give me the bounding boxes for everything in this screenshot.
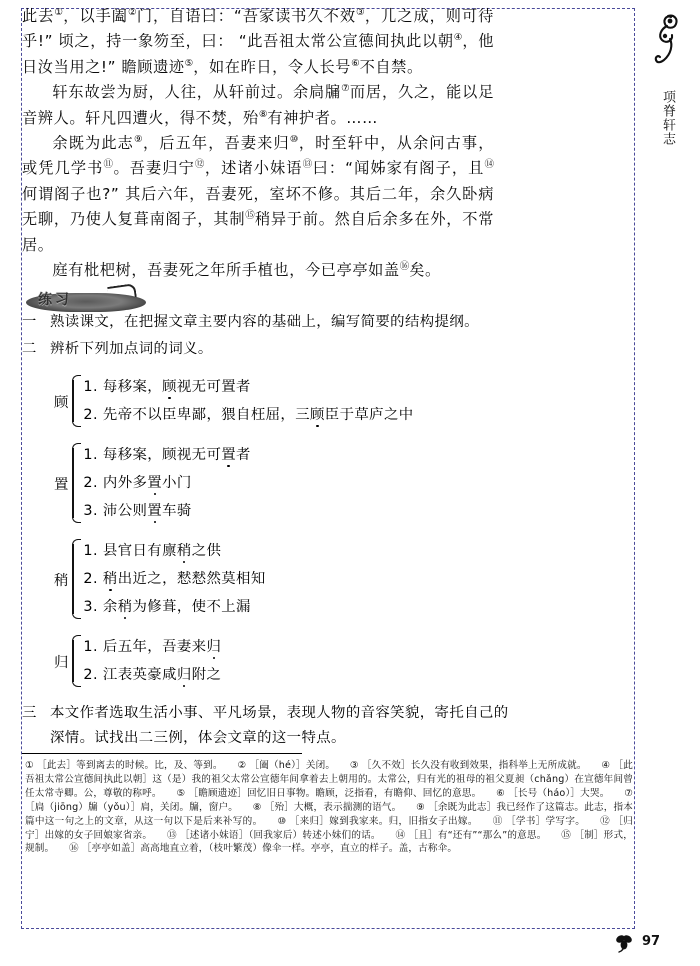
sense-line-text: 为修葺，使不上漏 xyxy=(132,599,251,615)
body-paragraph: 余既为此志⑨，后五年，吾妻来归⑩，时至轩中，从余问古事，或凭几学书⑪。吾妻归宁⑫，述诸小妹语⑬曰：“闻姊家有阁子，且⑭何谓阁子也?” 其后六年，吾妻死，室坏不修。其后二年，余久卧病无聊，乃使人复葺南阁子，其制⑮稍异于前。然自后余多在外，不常居。 xyxy=(22,133,494,254)
footnote-marker[interactable]: ⑪ xyxy=(103,159,114,171)
body-paragraph: 此去①，以手阖②门，自语曰：“吾家读书久不效③，儿之成，则可待乎!” 顷之，持一象笏至，曰： “此吾祖太常公宣德间执此以朝④，他日汝当用之!” 瞻顾遗迹⑤，如在昨日，令人长号⑥不自禁。 xyxy=(22,6,494,76)
word-sense-line xyxy=(83,401,522,429)
brace-icon xyxy=(69,441,80,525)
word-sense-line xyxy=(83,633,522,661)
footnote-entry: ① ［此去］等到离去的时候。比，及、等到。 xyxy=(25,760,218,771)
footnote-entry: ② ［阖（hé）］关闭。 xyxy=(237,760,331,771)
footnote-block xyxy=(25,759,633,856)
footnote-entry: ⑩ ［来归］嫁到我家来。归，旧指女子出嫁。 xyxy=(277,815,473,827)
word-sense-group xyxy=(54,373,522,429)
sense-line-number: 3. xyxy=(83,503,103,519)
footnote-entry: ⑬ ［述诸小妹语］（回我家后）转述小妹们的话。 xyxy=(166,829,376,841)
exercise-list xyxy=(22,310,522,752)
footnote-entry: ⑭ ［且］有“还有”“那么”的意思。 xyxy=(395,829,542,841)
footnote-entry: ⑪ ［学书］学写字。 xyxy=(492,815,581,827)
dotted-keyword: 稍 xyxy=(102,571,118,587)
sense-line-text: 内外多 xyxy=(102,475,148,491)
footnote-marker[interactable]: ⑯ xyxy=(399,261,410,272)
footnote-marker[interactable]: ⑥ xyxy=(351,57,360,69)
footnote-marker[interactable]: ⑤ xyxy=(184,57,194,69)
word-sense-lines xyxy=(83,373,522,429)
word-sense-line xyxy=(83,565,522,593)
brace-icon xyxy=(69,633,80,689)
word-sense-key: 顾 xyxy=(54,394,69,411)
sense-line-text: 车骑 xyxy=(162,503,192,519)
dotted-keyword: 置 xyxy=(147,503,163,519)
sense-line-text: 余 xyxy=(102,599,118,615)
exercise-section-badge xyxy=(22,285,148,313)
sense-line-text: 江表英豪咸 xyxy=(102,667,177,683)
sense-line-text: 视无可置者 xyxy=(176,379,251,395)
sense-line-text: 之供 xyxy=(191,543,222,559)
clover-icon xyxy=(612,930,636,954)
body-paragraph: 轩东故尝为厨，人往，从轩前过。余扃牖⑦而居，久之，能以足音辨人。轩凡四遭火，得不焚，殆⑧有神护者。…… xyxy=(22,83,494,127)
exercise-number: 二 xyxy=(22,340,37,357)
word-sense-line xyxy=(83,537,522,565)
footnote-entry: ③ ［久不效］长久没有收到效果，指科举上无所成就。 xyxy=(349,760,582,771)
sense-line-number: 3. xyxy=(83,599,103,615)
scroll-flourish-icon xyxy=(648,10,682,70)
footnote-marker[interactable]: ⑮ xyxy=(245,210,255,222)
word-sense-lines xyxy=(83,633,522,689)
word-sense-line xyxy=(83,661,522,689)
word-sense-line xyxy=(83,373,522,401)
dotted-keyword: 顾 xyxy=(162,379,177,395)
footnote-entry: ⑤ ［瞻顾遗迹］回忆旧日事物。瞻顾，泛指看，有瞻仰、回忆的意思。 xyxy=(176,787,477,799)
footnote-marker[interactable]: ⑫ xyxy=(194,159,205,171)
running-head-title: 项脊轩志 xyxy=(660,90,675,146)
dotted-keyword: 稍 xyxy=(117,599,133,615)
sense-line-number: 1. xyxy=(83,543,103,559)
sense-line-text: 者 xyxy=(236,447,251,463)
footnote-marker[interactable]: ⑬ xyxy=(302,159,313,171)
sense-line-number: 1. xyxy=(83,379,103,395)
exercise-item xyxy=(22,310,522,335)
sense-line-text: 县官日有廪 xyxy=(102,543,177,559)
sense-line-text: 出近之，慭慭然莫相知 xyxy=(117,571,266,587)
footnote-entry: ④ ［此吾祖太常公宣德间执此以朝］这（是）我的祖父太常公宣德年间拿着去上朝用的。太常公，归有光的祖母的祖父夏昶（chǎng）在宣德年间曾任太常寺卿。公，尊敬的称呼。 xyxy=(25,760,633,799)
word-sense-group xyxy=(54,633,522,689)
page-footer xyxy=(612,930,682,962)
dotted-keyword: 归 xyxy=(206,639,222,655)
dotted-keyword: 归 xyxy=(176,667,192,683)
sense-line-text: 臣于草庐之中 xyxy=(324,407,414,423)
footnote-marker[interactable]: ⑩ xyxy=(289,133,299,145)
exercise-item xyxy=(22,701,522,750)
footnote-entry: ⑯ ［亭亭如盖］高高地直立着，（枝叶繁茂）像伞一样。亭亭，直立的样子。盖，古称伞。 xyxy=(68,843,458,855)
footnote-marker[interactable]: ⑦ xyxy=(341,83,350,95)
word-sense-key: 归 xyxy=(54,654,69,671)
sense-line-text: 每移案，顾视无可 xyxy=(102,447,222,463)
exercise-item xyxy=(22,337,522,362)
sense-line-text: 附之 xyxy=(191,667,222,683)
exercise-badge-label: 练习 xyxy=(38,292,72,308)
exercise-number: 三 xyxy=(22,705,37,721)
word-sense-lines xyxy=(83,441,522,525)
main-text-column xyxy=(22,4,494,283)
footnote-marker[interactable]: ② xyxy=(127,6,137,18)
brace-icon xyxy=(69,537,80,621)
word-sense-lines xyxy=(83,537,522,621)
word-sense-line xyxy=(83,469,522,497)
sense-line-number: 2. xyxy=(83,571,103,587)
exercise-text: 辨析下列加点词的词义。 xyxy=(50,340,213,357)
exercise-text: 熟读课文，在把握文章主要内容的基础上，编写简要的结构提纲。 xyxy=(50,314,479,330)
sense-line-text: 每移案， xyxy=(102,379,163,395)
footnote-marker[interactable]: ⑧ xyxy=(258,108,268,120)
word-sense-line xyxy=(83,497,522,525)
exercise-number: 一 xyxy=(22,314,37,330)
sense-line-number: 2. xyxy=(83,407,103,423)
page-number: 97 xyxy=(642,934,661,949)
sense-line-text: 小门 xyxy=(162,475,192,491)
footnote-marker[interactable]: ① xyxy=(54,6,64,18)
word-sense-key: 置 xyxy=(54,476,69,493)
sense-line-number: 2. xyxy=(83,667,103,683)
sense-line-number: 2. xyxy=(83,475,103,491)
footnote-entry: ⑮ ［制］形式，规制。 xyxy=(25,829,633,855)
word-sense-line xyxy=(83,593,522,621)
word-sense-line xyxy=(83,441,522,469)
sense-line-number: 1. xyxy=(83,639,103,655)
sense-line-number: 1. xyxy=(83,447,103,463)
dotted-keyword: 稍 xyxy=(176,543,192,559)
body-paragraph: 庭有枇杷树，吾妻死之年所手植也，今已亭亭如盖⑯矣。 xyxy=(52,261,441,280)
dotted-keyword: 置 xyxy=(147,475,163,491)
footnote-entry: ⑨ ［余既为此志］我已经作了这篇志。此志，指本篇中这一句之上的文章，从这一句以下是后来补写的。 xyxy=(25,801,633,827)
brace-icon xyxy=(69,373,80,429)
dotted-keyword: 顾 xyxy=(310,407,325,423)
footnote-marker[interactable]: ⑭ xyxy=(484,159,494,171)
footnote-marker[interactable]: ⑨ xyxy=(133,133,143,145)
dotted-keyword: 置 xyxy=(221,447,237,463)
footnote-entry: ⑫ ［归宁］出嫁的女子回娘家省亲。 xyxy=(25,815,634,841)
sense-line-text: 先帝不以臣卑鄙，猥自枉屈，三 xyxy=(102,407,310,423)
footnote-entry: ⑧ ［殆］大概，表示揣测的语气。 xyxy=(252,801,397,813)
sense-line-text: 后五年，吾妻来 xyxy=(102,639,207,655)
footnote-entry: ⑥ ［长号（háo）］大哭。 xyxy=(496,787,605,799)
footnote-divider xyxy=(22,753,302,754)
footnote-entry: ⑦ ［扃（jiōng）牖（yǒu）］扃，关闭。牖，窗户。 xyxy=(25,787,633,813)
word-sense-key: 稍 xyxy=(54,572,69,589)
footnote-marker[interactable]: ④ xyxy=(453,32,463,44)
sense-line-text: 沛公则 xyxy=(102,503,148,519)
exercise-text: 本文作者选取生活小事、平凡场景，表现人物的音容笑貌，寄托自己的深情。试找出二三例，体会文章的这一特点。 xyxy=(50,705,509,746)
word-sense-group xyxy=(54,441,522,525)
footnote-marker[interactable]: ③ xyxy=(356,6,365,18)
word-sense-group xyxy=(54,537,522,621)
